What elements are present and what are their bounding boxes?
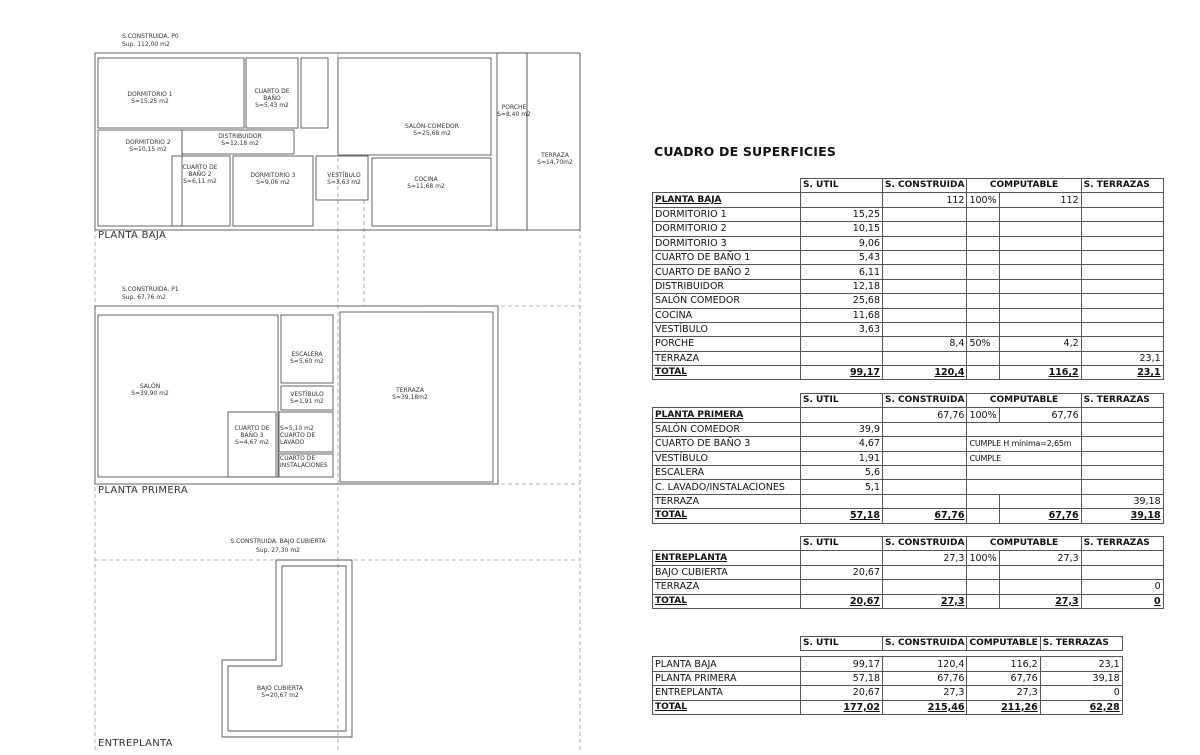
table-cell bbox=[1081, 265, 1163, 279]
table-row bbox=[653, 294, 1164, 308]
table-cell: CUARTO DE BAÑO 3 bbox=[653, 437, 801, 451]
table-cell bbox=[883, 265, 967, 279]
table-cell: CUMPLE bbox=[967, 451, 1081, 465]
header-cell: S. TERRAZAS bbox=[1081, 537, 1163, 551]
table-header-row bbox=[653, 394, 1164, 408]
table-entreplanta bbox=[652, 536, 1164, 609]
table-cell bbox=[999, 222, 1081, 236]
table-cell bbox=[999, 308, 1081, 322]
table-cell: 5,1 bbox=[801, 480, 883, 494]
table-row bbox=[653, 451, 1164, 465]
table-cell: 100% bbox=[967, 551, 999, 565]
table-cell: VESTÍBULO bbox=[653, 322, 801, 336]
room-label: SALÓN S=39,90 m2 bbox=[131, 383, 169, 397]
table-cell bbox=[883, 580, 967, 594]
table-cell bbox=[883, 236, 967, 250]
table-cell bbox=[1081, 451, 1163, 465]
table-cell bbox=[999, 580, 1081, 594]
table-cell bbox=[999, 265, 1081, 279]
table-cell bbox=[883, 322, 967, 336]
header-cell: COMPUTABLE bbox=[967, 637, 1040, 651]
table-cell: 27,3 bbox=[883, 551, 967, 565]
table-cell bbox=[801, 337, 883, 351]
table-cell: 67,76 bbox=[883, 671, 967, 685]
header-cell: S. CONSTRUIDA bbox=[883, 537, 967, 551]
table-cell bbox=[653, 394, 801, 408]
table-row bbox=[653, 408, 1164, 422]
header-cell: S. TERRAZAS bbox=[1081, 179, 1163, 193]
plan-bajo-heading: S.CONSTRUIDA. BAJO CUBIERTA bbox=[230, 538, 326, 545]
room-label: VESTÍBULO S=1,91 m2 bbox=[290, 391, 324, 405]
table-cell bbox=[967, 494, 999, 508]
table-cell bbox=[801, 494, 883, 508]
table-cell bbox=[801, 580, 883, 594]
table-cell: 67,76 bbox=[999, 509, 1081, 523]
table-row bbox=[653, 236, 1164, 250]
table-cell bbox=[967, 480, 1081, 494]
room-label: S=5,10 m2 CUARTO DE LAVADO bbox=[280, 425, 316, 446]
room-label: PORCHE S=8,40 m2 bbox=[497, 104, 531, 118]
table-cell: CUARTO DE BAÑO 1 bbox=[653, 250, 801, 264]
table-row bbox=[653, 279, 1164, 293]
table-cell: TOTAL bbox=[653, 594, 801, 608]
table-row bbox=[653, 657, 1123, 671]
table-cell: TOTAL bbox=[653, 700, 801, 714]
table-cell bbox=[653, 179, 801, 193]
table-cell bbox=[1081, 437, 1163, 451]
table-cell bbox=[1081, 408, 1163, 422]
table-cell bbox=[999, 207, 1081, 221]
table-cell bbox=[999, 494, 1081, 508]
table-row bbox=[653, 480, 1164, 494]
header-cell: S. UTIL bbox=[801, 637, 883, 651]
table-cell: 11,68 bbox=[801, 308, 883, 322]
table-cell: 120,4 bbox=[883, 657, 967, 671]
table-cell: PLANTA PRIMERA bbox=[653, 671, 801, 685]
table-cell: COCINA bbox=[653, 308, 801, 322]
table-cell: CUARTO DE BAÑO 2 bbox=[653, 265, 801, 279]
room-label: CUARTO DE BAÑO 2 S=6,11 m2 bbox=[182, 164, 218, 185]
table-cell: 100% bbox=[967, 408, 999, 422]
plan-bajo-sup: Sup. 27,30 m2 bbox=[256, 547, 300, 554]
table-cell: TOTAL bbox=[653, 366, 801, 380]
table-cell: 4,67 bbox=[801, 437, 883, 451]
header-cell: COMPUTABLE bbox=[967, 394, 1081, 408]
table-cell bbox=[653, 537, 801, 551]
table-cell: PLANTA PRIMERA bbox=[653, 408, 801, 422]
table-cell bbox=[967, 565, 999, 579]
table-cell: 23,1 bbox=[1081, 351, 1163, 365]
table-cell bbox=[1081, 207, 1163, 221]
table-cell: 23,1 bbox=[1081, 366, 1163, 380]
room-label: DORMITORIO 2 S=10,15 m2 bbox=[125, 139, 171, 153]
table-cell: 62,28 bbox=[1040, 700, 1122, 714]
table-cell bbox=[967, 222, 999, 236]
table-cell bbox=[883, 565, 967, 579]
table-cell bbox=[1081, 222, 1163, 236]
table-summary bbox=[652, 636, 1123, 715]
table-cell: DORMITORIO 2 bbox=[653, 222, 801, 236]
table-row bbox=[653, 250, 1164, 264]
table-cell: 1,91 bbox=[801, 451, 883, 465]
table-cell bbox=[1081, 236, 1163, 250]
table-cell bbox=[1081, 337, 1163, 351]
table-header-row bbox=[653, 637, 1123, 651]
table-cell: 67,76 bbox=[883, 509, 967, 523]
room-label: TERRAZA S=14,70m2 bbox=[537, 152, 573, 166]
table-cell: 15,25 bbox=[801, 207, 883, 221]
table-cell bbox=[967, 250, 999, 264]
room-label: CUARTO DE BAÑO 3 S=4,67 m2 bbox=[234, 425, 270, 446]
table-cell bbox=[801, 551, 883, 565]
table-planta-primera bbox=[652, 393, 1164, 524]
table-cell bbox=[967, 594, 999, 608]
table-row bbox=[653, 308, 1164, 322]
table-cell: 27,3 bbox=[999, 551, 1081, 565]
table-cell bbox=[653, 637, 801, 651]
table-cell bbox=[801, 193, 883, 207]
table-cell bbox=[967, 351, 999, 365]
table-row bbox=[653, 551, 1164, 565]
table-cell: CUMPLE H mínima=2,65m bbox=[967, 437, 1081, 451]
table-cell bbox=[883, 465, 967, 479]
table-cell: 99,17 bbox=[801, 657, 883, 671]
room-label: SALÓN-COMEDOR S=25,68 m2 bbox=[405, 123, 459, 137]
table-cell: DORMITORIO 1 bbox=[653, 207, 801, 221]
table-cell: 120,4 bbox=[883, 366, 967, 380]
table-cell: 57,18 bbox=[801, 509, 883, 523]
table-row bbox=[653, 337, 1164, 351]
table-cell bbox=[967, 422, 1081, 436]
table-cell: ENTREPLANTA bbox=[653, 551, 801, 565]
table-cell bbox=[883, 437, 967, 451]
table-cell: BAJO CUBIERTA bbox=[653, 565, 801, 579]
header-cell: S. TERRAZAS bbox=[1040, 637, 1122, 651]
surface-tables bbox=[652, 0, 1192, 755]
table-row bbox=[653, 494, 1164, 508]
plan-primera-section: PLANTA PRIMERA bbox=[98, 485, 188, 496]
header-cell: S. UTIL bbox=[801, 179, 883, 193]
table-cell: 67,76 bbox=[999, 408, 1081, 422]
table-row bbox=[653, 580, 1164, 594]
table-cell bbox=[883, 222, 967, 236]
table-cell bbox=[883, 279, 967, 293]
table-cell bbox=[967, 322, 999, 336]
table-cell bbox=[801, 408, 883, 422]
table-cell bbox=[1081, 465, 1163, 479]
table-cell: 8,4 bbox=[883, 337, 967, 351]
plan-baja-sup: Sup. 112,00 m2 bbox=[122, 41, 170, 48]
table-cell: 39,18 bbox=[1081, 494, 1163, 508]
table-cell bbox=[999, 322, 1081, 336]
table-cell bbox=[1081, 480, 1163, 494]
header-cell: S. UTIL bbox=[801, 394, 883, 408]
header-cell: S. UTIL bbox=[801, 537, 883, 551]
room-label: BAJO CUBIERTA S=20,67 m2 bbox=[257, 685, 303, 699]
table-cell: 5,6 bbox=[801, 465, 883, 479]
table-cell: ENTREPLANTA bbox=[653, 686, 801, 700]
table-cell: 0 bbox=[1081, 580, 1163, 594]
table-cell bbox=[1081, 422, 1163, 436]
table-planta-baja bbox=[652, 178, 1164, 380]
table-cell: 99,17 bbox=[801, 366, 883, 380]
room-label: DISTRIBUIDOR S=12,18 m2 bbox=[218, 133, 262, 147]
table-row bbox=[653, 671, 1123, 685]
table-cell: 25,68 bbox=[801, 294, 883, 308]
table-cell bbox=[1081, 193, 1163, 207]
table-cell: PLANTA BAJA bbox=[653, 193, 801, 207]
header-cell: COMPUTABLE bbox=[967, 537, 1081, 551]
table-cell: 177,02 bbox=[801, 700, 883, 714]
table-row bbox=[653, 265, 1164, 279]
table-cell: DORMITORIO 3 bbox=[653, 236, 801, 250]
table-cell: 3,63 bbox=[801, 322, 883, 336]
table-cell: 39,18 bbox=[1081, 509, 1163, 523]
table-cell: 67,76 bbox=[967, 671, 1040, 685]
table-cell bbox=[1081, 551, 1163, 565]
table-row bbox=[653, 686, 1123, 700]
table-cell bbox=[999, 250, 1081, 264]
plan-baja-heading: S.CONSTRUIDA. P0 bbox=[122, 33, 179, 40]
table-cell: 100% bbox=[967, 193, 999, 207]
table-cell bbox=[967, 294, 999, 308]
header-cell: S. CONSTRUIDA bbox=[883, 637, 967, 651]
table-cell bbox=[999, 294, 1081, 308]
table-cell: PLANTA BAJA bbox=[653, 657, 801, 671]
room-label: TERRAZA S=39,18m2 bbox=[392, 387, 428, 401]
table-cell bbox=[999, 236, 1081, 250]
table-cell: 9,06 bbox=[801, 236, 883, 250]
table-total-row bbox=[653, 700, 1123, 714]
table-cell: 23,1 bbox=[1040, 657, 1122, 671]
table-cell: VESTÍBULO bbox=[653, 451, 801, 465]
table-row bbox=[653, 193, 1164, 207]
header-cell: COMPUTABLE bbox=[967, 179, 1081, 193]
room-label: CUARTO DE BAÑO S=5,43 m2 bbox=[254, 88, 290, 109]
room-label: DORMITORIO 3 S=9,06 m2 bbox=[250, 172, 296, 186]
plan-bajo-section: ENTREPLANTA bbox=[98, 738, 173, 749]
table-cell bbox=[883, 422, 967, 436]
room-label: CUARTO DE INSTALACIONES bbox=[280, 455, 328, 469]
table-cell: 12,18 bbox=[801, 279, 883, 293]
table-cell: 27,3 bbox=[883, 686, 967, 700]
table-cell bbox=[1081, 565, 1163, 579]
table-cell: 67,76 bbox=[883, 408, 967, 422]
table-cell: 116,2 bbox=[967, 657, 1040, 671]
table-cell: 0 bbox=[1081, 594, 1163, 608]
table-cell bbox=[967, 366, 999, 380]
table-cell bbox=[883, 308, 967, 322]
table-total-row bbox=[653, 366, 1164, 380]
table-cell bbox=[883, 451, 967, 465]
table-cell bbox=[967, 580, 999, 594]
table-cell: 27,3 bbox=[999, 594, 1081, 608]
table-cell: 0 bbox=[1040, 686, 1122, 700]
table-cell: 116,2 bbox=[999, 366, 1081, 380]
table-cell: 20,67 bbox=[801, 565, 883, 579]
header-cell: S. CONSTRUIDA bbox=[883, 179, 967, 193]
table-row bbox=[653, 565, 1164, 579]
table-cell bbox=[883, 207, 967, 221]
plan-primera-heading: S.CONSTRUIDA. P1 bbox=[122, 286, 179, 293]
table-cell: C. LAVADO/INSTALACIONES bbox=[653, 480, 801, 494]
table-cell: 57,18 bbox=[801, 671, 883, 685]
table-cell: 5,43 bbox=[801, 250, 883, 264]
table-cell: ESCALERA bbox=[653, 465, 801, 479]
plan-primera-sup: Sup. 67,76 m2 bbox=[122, 294, 166, 301]
table-cell: 27,3 bbox=[967, 686, 1040, 700]
room-label: ESCALERA S=5,60 m2 bbox=[290, 351, 324, 365]
table-cell bbox=[1081, 279, 1163, 293]
table-row bbox=[653, 465, 1164, 479]
table-row bbox=[653, 437, 1164, 451]
table-cell: 50% bbox=[967, 337, 999, 351]
room-label: COCINA S=11,68 m2 bbox=[407, 176, 445, 190]
table-cell bbox=[967, 279, 999, 293]
table-cell: 6,11 bbox=[801, 265, 883, 279]
table-cell bbox=[883, 294, 967, 308]
table-cell: TERRAZA bbox=[653, 580, 801, 594]
table-cell: 112 bbox=[883, 193, 967, 207]
header-cell: S. TERRAZAS bbox=[1081, 394, 1163, 408]
table-cell: 20,67 bbox=[801, 594, 883, 608]
table-total-row bbox=[653, 509, 1164, 523]
table-cell: 215,46 bbox=[883, 700, 967, 714]
table-row bbox=[653, 207, 1164, 221]
table-cell bbox=[1081, 294, 1163, 308]
table-cell bbox=[967, 207, 999, 221]
table-cell: PORCHE bbox=[653, 337, 801, 351]
table-row bbox=[653, 351, 1164, 365]
table-cell bbox=[967, 509, 999, 523]
table-cell bbox=[801, 351, 883, 365]
table-row bbox=[653, 322, 1164, 336]
room-label: VESTÍBULO S=3,63 m2 bbox=[327, 172, 361, 186]
table-cell bbox=[967, 308, 999, 322]
header-cell: S. CONSTRUIDA bbox=[883, 394, 967, 408]
table-cell: SALÓN COMEDOR bbox=[653, 294, 801, 308]
table-cell bbox=[967, 465, 1081, 479]
table-cell: 20,67 bbox=[801, 686, 883, 700]
table-cell: TOTAL bbox=[653, 509, 801, 523]
table-cell: 39,9 bbox=[801, 422, 883, 436]
table-cell bbox=[1081, 308, 1163, 322]
table-cell: 27,3 bbox=[883, 594, 967, 608]
table-cell bbox=[1081, 322, 1163, 336]
table-cell bbox=[967, 236, 999, 250]
table-cell bbox=[883, 250, 967, 264]
table-cell: SALÓN COMEDOR bbox=[653, 422, 801, 436]
table-cell: TERRAZA bbox=[653, 351, 801, 365]
table-cell: 112 bbox=[999, 193, 1081, 207]
table-cell bbox=[967, 265, 999, 279]
table-cell bbox=[1081, 250, 1163, 264]
table-row bbox=[653, 422, 1164, 436]
table-cell: 211,26 bbox=[967, 700, 1040, 714]
page-title: CUADRO DE SUPERFICIES bbox=[654, 144, 837, 159]
table-cell bbox=[999, 565, 1081, 579]
table-header-row bbox=[653, 179, 1164, 193]
table-row bbox=[653, 222, 1164, 236]
table-cell bbox=[883, 480, 967, 494]
table-cell bbox=[999, 279, 1081, 293]
table-cell: 10,15 bbox=[801, 222, 883, 236]
table-cell: DISTRIBUIDOR bbox=[653, 279, 801, 293]
table-cell bbox=[883, 351, 967, 365]
plan-baja-section: PLANTA BAJA bbox=[98, 230, 167, 241]
table-cell bbox=[999, 351, 1081, 365]
room-label: DORMITORIO 1 S=15,25 m2 bbox=[127, 91, 173, 105]
table-cell: TERRAZA bbox=[653, 494, 801, 508]
table-cell: 4,2 bbox=[999, 337, 1081, 351]
table-cell bbox=[883, 494, 967, 508]
table-header-row bbox=[653, 537, 1164, 551]
table-cell: 39,18 bbox=[1040, 671, 1122, 685]
table-total-row bbox=[653, 594, 1164, 608]
